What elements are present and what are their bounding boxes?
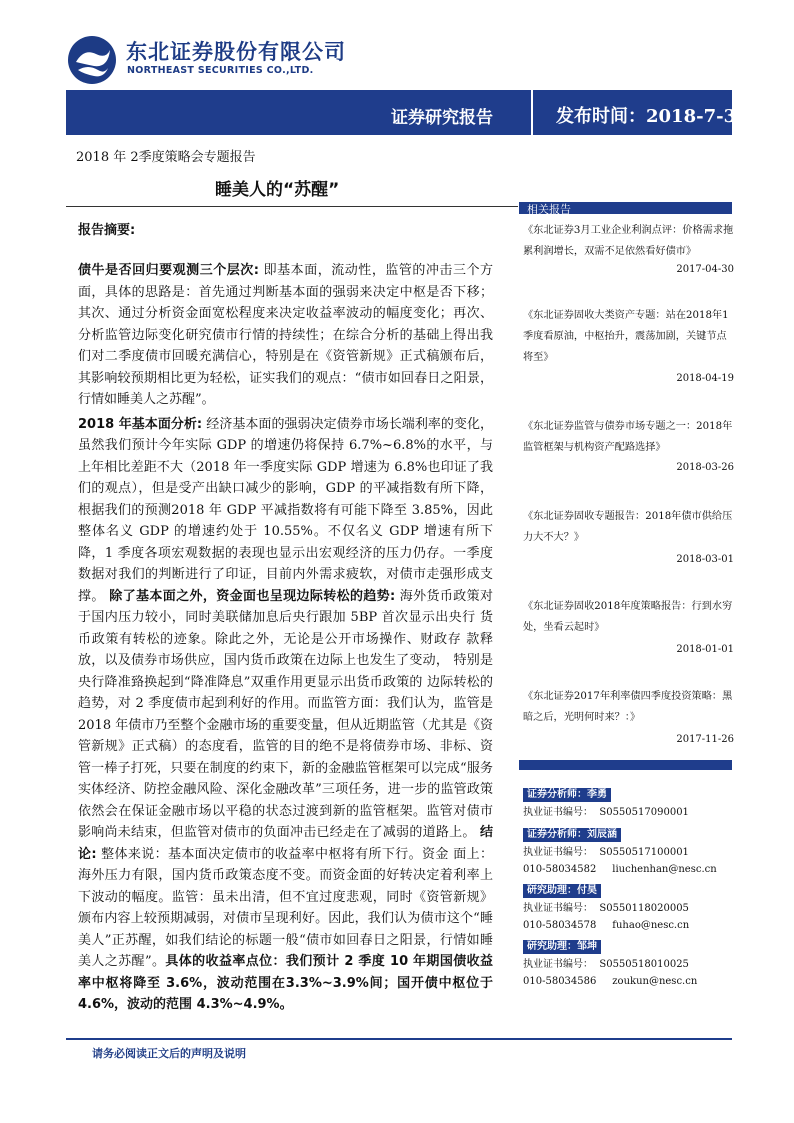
analyst-cert [523, 900, 735, 917]
analyst-cert [523, 844, 735, 861]
title-divider [66, 206, 518, 207]
analyst-card [523, 882, 735, 934]
analyst-phone: 010-58034582 [523, 864, 597, 875]
analyst-role: 证券分析师：刘辰涵 [523, 828, 621, 842]
related-reports-header [519, 202, 732, 214]
heading-three-levels: 债牛是否回归要观测三个层次: [78, 263, 259, 278]
analyst-role: 研究助理：付昊 [523, 884, 601, 898]
related-report-date: 2018-03-01 [676, 554, 734, 565]
report-type: 证券研究报告 [391, 108, 493, 128]
report-body [78, 260, 493, 1019]
text-liquidity: 海外货币政策对 于国内压力较小，同时美联储加息后央行跟加 5BP 首次显示出央行 货币政策有转松的迹象。除此之外，无论是公开市场操作、财政存 款释放，以及债券市场供应，国内货币政策在边际上也发生了变动， 特别是央行降准臵换起到“降准降息”双重作用更显示出货币政策的 边际转松的趋势，对 2 季度债市起到利好的作用。而监管方面：我们认为，监管是 2018 年债市乃至整个金融市场的重要变量，但从近期监管（尤其是《资管新规》正式稿）的态度看，监管的目的绝不是将债券市场、非标、资管一棒子打死，只要在制度的约束下，新的金融监管框架可以完成“服务实体经济、防控金融风险、深化金融改革”三项任务，进一步的监管政策依然会在保证金融市场以平稳的状态过渡到新的监管框架。监管对债市影响尚未结束，但监管对债市的负面冲击已经走在了减弱的道路上。 [78, 588, 493, 840]
related-report-date: 2017-11-26 [676, 734, 734, 745]
related-report-date: 2018-01-01 [676, 644, 734, 655]
company-logo-icon [66, 34, 118, 86]
paragraph-three-levels [78, 260, 493, 411]
cert-number: S0550118020005 [599, 903, 689, 914]
report-subtitle: 2018 年 2季度策略会专题报告 [76, 150, 256, 165]
cert-number: S0550518010025 [599, 959, 689, 970]
related-report-date: 2017-04-30 [676, 264, 734, 275]
footer-divider [66, 1038, 732, 1040]
related-reports-heading: 相关报告 [527, 203, 571, 216]
abstract-label: 报告摘要: [78, 223, 136, 238]
heading-liquidity: 除了基本面之外，资金面也呈现边际转松的趋势: [109, 588, 396, 604]
company-name-cn: 东北证券股份有限公司 [126, 40, 346, 64]
cert-label: 执业证书编号： [523, 847, 593, 858]
cert-label: 执业证书编号： [523, 959, 593, 970]
heading-fundamentals: 2018 年基本面分析: [78, 416, 203, 432]
related-report-link[interactable]: 《东北证券监管与债券市场专题之一：2018年监管框架与机构资产配路选择》 [523, 421, 733, 453]
report-title: 睡美人的“苏醒” [215, 180, 340, 200]
analyst-contact [523, 973, 735, 990]
analyst-role: 证券分析师：李勇 [523, 788, 611, 802]
cert-label: 执业证书编号： [523, 807, 593, 818]
analyst-cert [523, 804, 735, 821]
related-report-link[interactable]: 《东北证券固收大类资产专题：站在2018年1季度看原油，中枢抬升，震荡加剧，关键节点将至》 [523, 310, 729, 363]
analyst-card [523, 786, 735, 821]
cert-number: S0550517100001 [599, 847, 689, 858]
related-report-date: 2018-04-19 [676, 373, 734, 384]
analyst-contact [523, 861, 735, 878]
text-three-levels: 即基本面，流动性，监管的冲击三个方面，具体的思路是：首先通过判断基本面的强弱来决定中枢是否下移；其次、通过分析资金面宽松程度来决定收益率波动的幅度变化；再次、分析监管边际变化研究债市行情的持续性；在综合分析的基础上得出我们对二季度债市回暖充满信心，特别是在《资管新规》正式稿颁布后，其影响较预期相比更为轻松，证实我们的观点：“债市如回春日之阳景，行情如睡美人之苏醒”。 [78, 263, 493, 407]
analyst-email[interactable]: zoukun@nesc.cn [612, 976, 698, 987]
analyst-contact [523, 917, 735, 934]
text-fundamentals: 经济基本面的强弱决定债券市场长端利率的变化，虽然我们预计今年实际 GDP 的增速仍将保持 6.7%~6.8%的水平，与上年相比差距不大（2018 年一季度实际 GDP 增速为 6.8%也印证了我们的观点），但是受产出缺口减少的影响，GDP 的平减指数有所下降，根据我们的预测2018 年 GDP 平减指数将有可能下降至 3.85%，因此整体名义 GDP 的增速约处于 10.55%。不仅名义 GDP 增速有所下降，1 季度各项宏观数据的表现也显示出宏观经济的压力仍存。一季度数据对我们的判断进行了印证，目前内外需求疲软，对债市走强形成支撑。 [78, 416, 493, 604]
analyst-role: 研究助理：邹坤 [523, 940, 601, 954]
cert-number: S0550517090001 [599, 807, 689, 818]
related-report-link[interactable]: 《东北证券固收专题报告：2018年债市供给压力大不大？》 [523, 511, 733, 543]
banner-divider [531, 90, 533, 135]
analyst-email[interactable]: liuchenhan@nesc.cn [612, 864, 717, 875]
analyst-cert [523, 956, 735, 973]
cert-label: 执业证书编号： [523, 903, 593, 914]
text-conclusion: 整体来说：基本面决定债市的收益率中枢将有所下行。资金 面上：海外压力有限，国内货币政策态度不变。而资金面的好转决定着利率上下波动的幅度。监管：虽未出清，但不宜过度悲观，同时《资管新规》颁布内容上较预期减弱，对债市呈现利好。因此，我们认为债市这个“睡美人”正苏醒，如我们结论的标题一般“债市如回春日之阳景，行情如睡美人之苏醒”。 [78, 846, 494, 969]
footer-disclaimer[interactable]: 请务必阅读正文后的声明及说明 [92, 1047, 246, 1060]
related-report-link[interactable]: 《东北证券固收2018年度策略报告：行到水穷处，坐看云起时》 [523, 601, 733, 633]
paragraph-fundamentals [78, 414, 493, 1016]
analyst-phone: 010-58034578 [523, 920, 597, 931]
analyst-section-bar [519, 760, 732, 770]
publish-date: 发布时间：2018-7-30 [556, 106, 749, 127]
company-name-en: NORTHEAST SECURITIES CO.,LTD. [127, 65, 314, 76]
analyst-card [523, 938, 735, 990]
related-report-link[interactable]: 《东北证券3月工业企业利润点评：价格需求拖累利润增长，双需不足依然看好债市》 [523, 225, 734, 257]
heading-yield-forecast: 具体的收益率点位：我们预计 2 季度 10 年期国债收益率中枢将降至 3.6%，波动范围在3.3%~3.9%间；国开债中枢位于 4.6%，波动的范围 4.3%~4.9%。 [78, 954, 493, 1012]
analyst-card [523, 826, 735, 878]
related-report-link[interactable]: 《东北证券2017年利率债四季度投资策略：黑暗之后，光明何时来？：》 [523, 691, 733, 723]
analyst-email[interactable]: fuhao@nesc.cn [612, 920, 690, 931]
analyst-phone: 010-58034586 [523, 976, 597, 987]
related-report-date: 2018-03-26 [676, 462, 734, 473]
heading-conclusion: 结论: [78, 825, 493, 862]
